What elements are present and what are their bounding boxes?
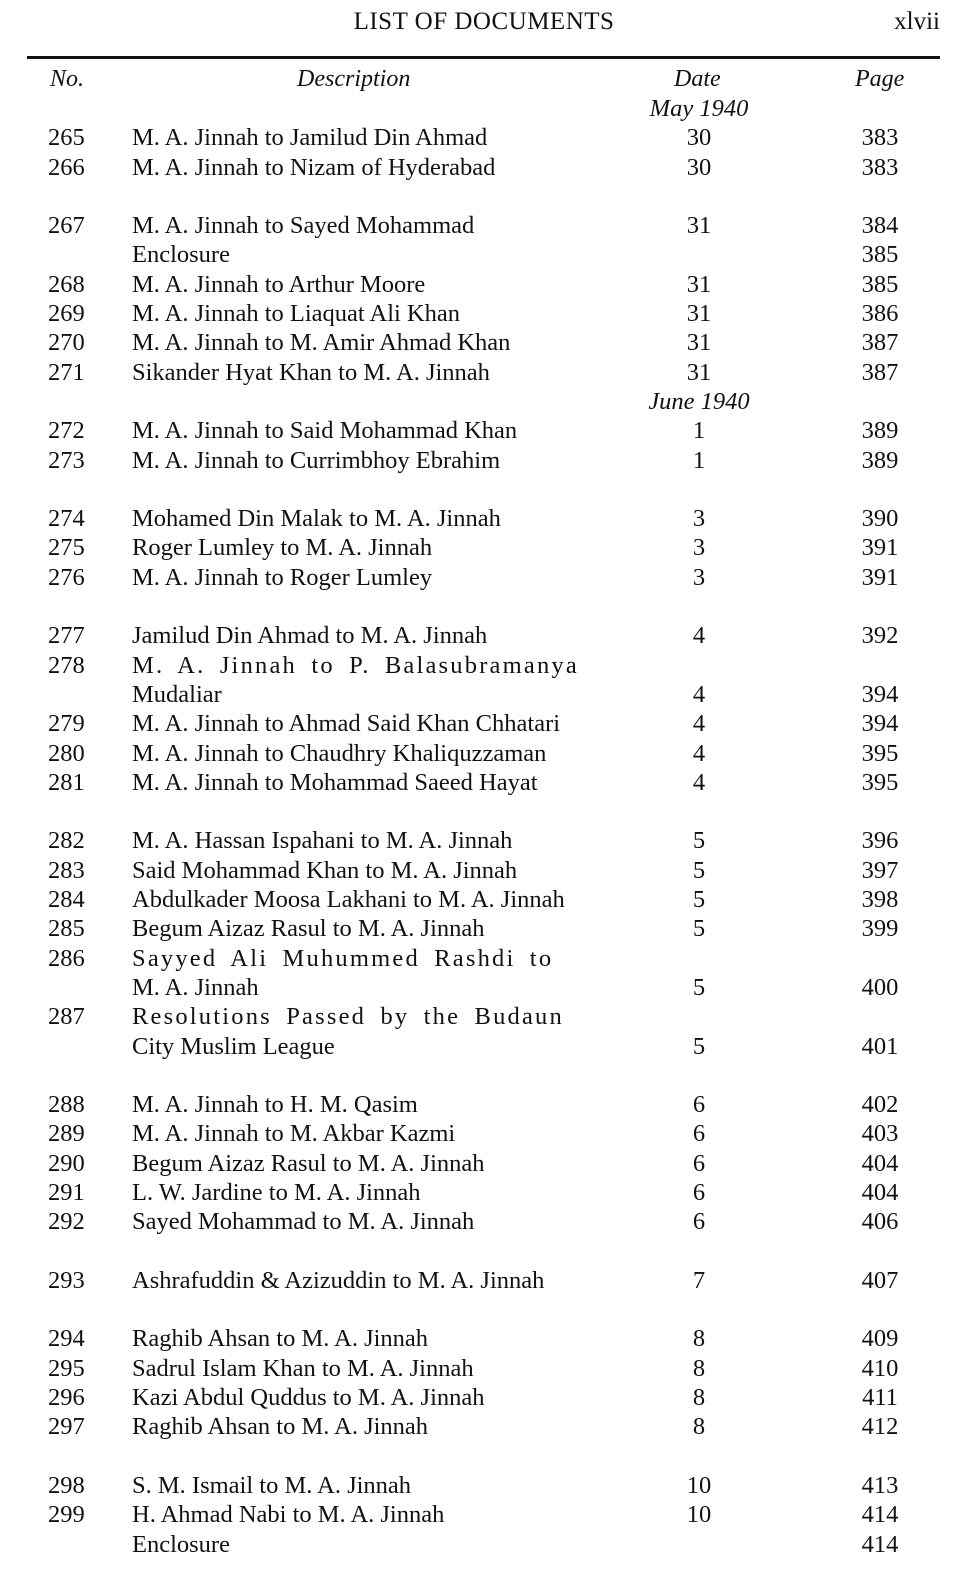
document-number: 277	[48, 622, 85, 650]
document-date: 5	[692, 856, 706, 884]
document-date: 3	[692, 563, 706, 591]
page-number: xlvii	[894, 8, 940, 35]
document-number: 276	[48, 563, 85, 591]
document-description: Abdulkader Moosa Lakhani to M. A. Jinnah	[132, 886, 565, 914]
document-description: Sayyed Ali Muhummed Rashdi to	[132, 944, 554, 972]
column-header-date: Date	[674, 66, 721, 92]
document-number: 299	[48, 1501, 85, 1529]
document-page: 409	[861, 1325, 899, 1353]
document-row	[0, 1090, 968, 1119]
document-date: 5	[692, 915, 706, 943]
document-date: 31	[686, 270, 712, 298]
document-description: M. A. Jinnah to H. M. Qasim	[132, 1091, 418, 1119]
month-heading: June 1940	[648, 387, 750, 415]
document-number: 267	[48, 212, 85, 240]
document-description: Kazi Abdul Quddus to M. A. Jinnah	[132, 1384, 485, 1412]
document-row	[0, 1500, 968, 1529]
document-page: 394	[861, 680, 899, 708]
document-date: 6	[692, 1178, 706, 1206]
document-page: 395	[861, 739, 899, 767]
document-row	[0, 533, 968, 562]
document-description: M. A. Jinnah to Ahmad Said Khan Chhatari	[132, 710, 561, 738]
document-description: Jamilud Din Ahmad to M. A. Jinnah	[132, 622, 488, 650]
document-page: 404	[861, 1178, 899, 1206]
document-date: 6	[692, 1208, 706, 1236]
document-date: 5	[692, 886, 706, 914]
document-date: 1	[692, 417, 706, 445]
document-row	[0, 885, 968, 914]
document-row	[0, 1530, 968, 1559]
document-date: 3	[692, 534, 706, 562]
document-number: 297	[48, 1413, 85, 1441]
month-heading-row	[0, 94, 968, 123]
document-description: M. A. Jinnah to Mohammad Saeed Hayat	[132, 768, 538, 796]
document-number: 270	[48, 329, 85, 357]
month-heading-row	[0, 387, 968, 416]
document-page: 410	[861, 1354, 899, 1382]
document-date: 4	[692, 710, 706, 738]
document-number: 283	[48, 856, 85, 884]
document-row	[0, 1149, 968, 1178]
document-number: 266	[48, 153, 85, 181]
document-number: 298	[48, 1471, 85, 1499]
document-description: M. A. Jinnah to P. Balasubramanya	[132, 651, 579, 679]
document-row	[0, 1354, 968, 1383]
document-row	[0, 768, 968, 797]
document-page: 404	[861, 1149, 899, 1177]
document-number: 291	[48, 1178, 85, 1206]
document-date: 8	[692, 1413, 706, 1441]
document-date: 8	[692, 1384, 706, 1412]
document-description: Roger Lumley to M. A. Jinnah	[132, 534, 433, 562]
document-page: 394	[861, 710, 899, 738]
document-number: 287	[48, 1003, 85, 1031]
document-description: M. A. Jinnah to Chaudhry Khaliquzzaman	[132, 739, 547, 767]
document-number: 295	[48, 1354, 85, 1382]
document-page: 385	[861, 241, 899, 269]
document-description: L. W. Jardine to M. A. Jinnah	[132, 1178, 421, 1206]
document-date: 3	[692, 505, 706, 533]
document-number: 289	[48, 1120, 85, 1148]
document-description: Enclosure	[132, 241, 230, 269]
document-description: Raghib Ahsan to M. A. Jinnah	[132, 1413, 429, 1441]
document-page: 402	[861, 1091, 899, 1119]
document-row	[0, 914, 968, 943]
document-date: 4	[692, 622, 706, 650]
document-description: Mohamed Din Malak to M. A. Jinnah	[132, 505, 501, 533]
document-number: 292	[48, 1208, 85, 1236]
document-date: 30	[686, 124, 712, 152]
document-page: 399	[861, 915, 899, 943]
document-page: 386	[861, 300, 899, 328]
document-row	[0, 153, 968, 182]
document-number: 290	[48, 1149, 85, 1177]
document-description: M. A. Hassan Ispahani to M. A. Jinnah	[132, 827, 513, 855]
document-row	[0, 1266, 968, 1295]
document-row	[0, 1383, 968, 1412]
document-date: 4	[692, 680, 706, 708]
document-number: 271	[48, 358, 85, 386]
document-description: Sikander Hyat Khan to M. A. Jinnah	[132, 358, 490, 386]
document-date: 10	[686, 1471, 712, 1499]
row-spacer	[0, 592, 968, 621]
document-page: 387	[861, 358, 899, 386]
document-description: Mudaliar	[132, 680, 222, 708]
document-page: 397	[861, 856, 899, 884]
document-description: M. A. Jinnah to M. Amir Ahmad Khan	[132, 329, 511, 357]
row-spacer	[0, 475, 968, 504]
document-row	[0, 504, 968, 533]
document-row	[0, 270, 968, 299]
document-description: Resolutions Passed by the Budaun	[132, 1003, 564, 1031]
document-page: 414	[861, 1530, 899, 1558]
document-row	[0, 651, 968, 680]
document-row	[0, 123, 968, 152]
document-page: 392	[861, 622, 899, 650]
document-page: 387	[861, 329, 899, 357]
document-number: 265	[48, 124, 85, 152]
document-row	[0, 446, 968, 475]
document-description: Ashrafuddin & Azizuddin to M. A. Jinnah	[132, 1266, 545, 1294]
document-date: 5	[692, 1032, 706, 1060]
document-row	[0, 1207, 968, 1236]
row-spacer	[0, 797, 968, 826]
document-date: 7	[692, 1266, 706, 1294]
document-description: Begum Aizaz Rasul to M. A. Jinnah	[132, 915, 485, 943]
document-page: 385	[861, 270, 899, 298]
document-number: 284	[48, 886, 85, 914]
document-number: 288	[48, 1091, 85, 1119]
document-description: M. A. Jinnah to Liaquat Ali Khan	[132, 300, 460, 328]
document-number: 282	[48, 827, 85, 855]
document-row	[0, 211, 968, 240]
document-page: 414	[861, 1501, 899, 1529]
document-date: 1	[692, 446, 706, 474]
document-date: 30	[686, 153, 712, 181]
document-page: 396	[861, 827, 899, 855]
document-number: 272	[48, 417, 85, 445]
document-page: 384	[861, 212, 899, 240]
document-row	[0, 1178, 968, 1207]
document-page: 383	[861, 124, 899, 152]
month-heading: May 1940	[649, 95, 749, 122]
header-rule	[27, 56, 940, 59]
row-spacer	[0, 1295, 968, 1324]
document-row	[0, 240, 968, 269]
document-number: 269	[48, 300, 85, 328]
document-row	[0, 826, 968, 855]
document-description: H. Ahmad Nabi to M. A. Jinnah	[132, 1501, 445, 1529]
document-description: M. A. Jinnah to M. Akbar Kazmi	[132, 1120, 456, 1148]
document-row	[0, 1412, 968, 1441]
document-date: 5	[692, 973, 706, 1001]
document-row	[0, 944, 968, 973]
document-date: 31	[686, 300, 712, 328]
document-number: 275	[48, 534, 85, 562]
page-header	[0, 0, 968, 60]
document-number: 279	[48, 710, 85, 738]
document-date: 6	[692, 1149, 706, 1177]
document-row	[0, 1324, 968, 1353]
document-description: M. A. Jinnah to Jamilud Din Ahmad	[132, 124, 488, 152]
document-number: 280	[48, 739, 85, 767]
column-header-description: Description	[297, 66, 411, 92]
document-row	[0, 358, 968, 387]
document-row	[0, 709, 968, 738]
document-number: 294	[48, 1325, 85, 1353]
document-description: Sayed Mohammad to M. A. Jinnah	[132, 1208, 475, 1236]
document-date: 4	[692, 739, 706, 767]
document-row	[0, 1119, 968, 1148]
column-header-page: Page	[855, 66, 905, 92]
document-page: 391	[861, 534, 899, 562]
document-date: 10	[686, 1501, 712, 1529]
document-description: S. M. Ismail to M. A. Jinnah	[132, 1471, 412, 1499]
document-row	[0, 680, 968, 709]
document-date: 31	[686, 212, 712, 240]
document-row	[0, 1032, 968, 1061]
document-row	[0, 621, 968, 650]
document-number: 273	[48, 446, 85, 474]
document-page: 407	[861, 1266, 899, 1294]
document-page: 395	[861, 768, 899, 796]
document-page: 413	[861, 1471, 899, 1499]
row-spacer	[0, 1061, 968, 1090]
document-date: 5	[692, 827, 706, 855]
document-row	[0, 416, 968, 445]
document-date: 8	[692, 1325, 706, 1353]
document-date: 4	[692, 768, 706, 796]
document-number: 281	[48, 768, 85, 796]
document-description: M. A. Jinnah	[132, 973, 259, 1001]
document-description: M. A. Jinnah to Roger Lumley	[132, 563, 433, 591]
page-title: LIST OF DOCUMENTS	[353, 8, 615, 35]
document-page: 383	[861, 153, 899, 181]
row-spacer	[0, 1237, 968, 1266]
document-description: M. A. Jinnah to Nizam of Hyderabad	[132, 153, 496, 181]
document-description: M. A. Jinnah to Currimbhoy Ebrahim	[132, 446, 501, 474]
document-page: 390	[861, 505, 899, 533]
document-row	[0, 1471, 968, 1500]
document-description: M. A. Jinnah to Said Mohammad Khan	[132, 417, 518, 445]
document-number: 286	[48, 944, 85, 972]
column-header-no: No.	[50, 66, 85, 92]
document-description: Said Mohammad Khan to M. A. Jinnah	[132, 856, 518, 884]
document-row	[0, 328, 968, 357]
document-page: 398	[861, 886, 899, 914]
document-description: M. A. Jinnah to Sayed Mohammad	[132, 212, 475, 240]
document-number: 285	[48, 915, 85, 943]
document-number: 268	[48, 270, 85, 298]
document-number: 296	[48, 1384, 85, 1412]
document-row	[0, 299, 968, 328]
document-page: 389	[861, 417, 899, 445]
document-number: 274	[48, 505, 85, 533]
document-date: 6	[692, 1120, 706, 1148]
document-page: 411	[862, 1384, 898, 1412]
document-page: 412	[861, 1413, 899, 1441]
document-date: 31	[686, 329, 712, 357]
document-description: Raghib Ahsan to M. A. Jinnah	[132, 1325, 429, 1353]
document-row	[0, 739, 968, 768]
document-page: 403	[861, 1120, 899, 1148]
document-description: City Muslim League	[132, 1032, 335, 1060]
document-date: 6	[692, 1091, 706, 1119]
document-date: 31	[686, 358, 712, 386]
document-row	[0, 563, 968, 592]
document-page: 401	[861, 1032, 899, 1060]
document-page: 389	[861, 446, 899, 474]
document-description: M. A. Jinnah to Arthur Moore	[132, 270, 426, 298]
row-spacer	[0, 182, 968, 211]
row-spacer	[0, 1442, 968, 1471]
document-number: 278	[48, 651, 85, 679]
document-date: 8	[692, 1354, 706, 1382]
document-list	[0, 94, 968, 1559]
document-row	[0, 856, 968, 885]
document-description: Begum Aizaz Rasul to M. A. Jinnah	[132, 1149, 485, 1177]
document-page: 400	[861, 973, 899, 1001]
document-description: Sadrul Islam Khan to M. A. Jinnah	[132, 1354, 474, 1382]
document-page: 406	[861, 1208, 899, 1236]
document-page: 391	[861, 563, 899, 591]
document-description: Enclosure	[132, 1530, 230, 1558]
document-row	[0, 973, 968, 1002]
document-row	[0, 1002, 968, 1031]
document-number: 293	[48, 1266, 85, 1294]
